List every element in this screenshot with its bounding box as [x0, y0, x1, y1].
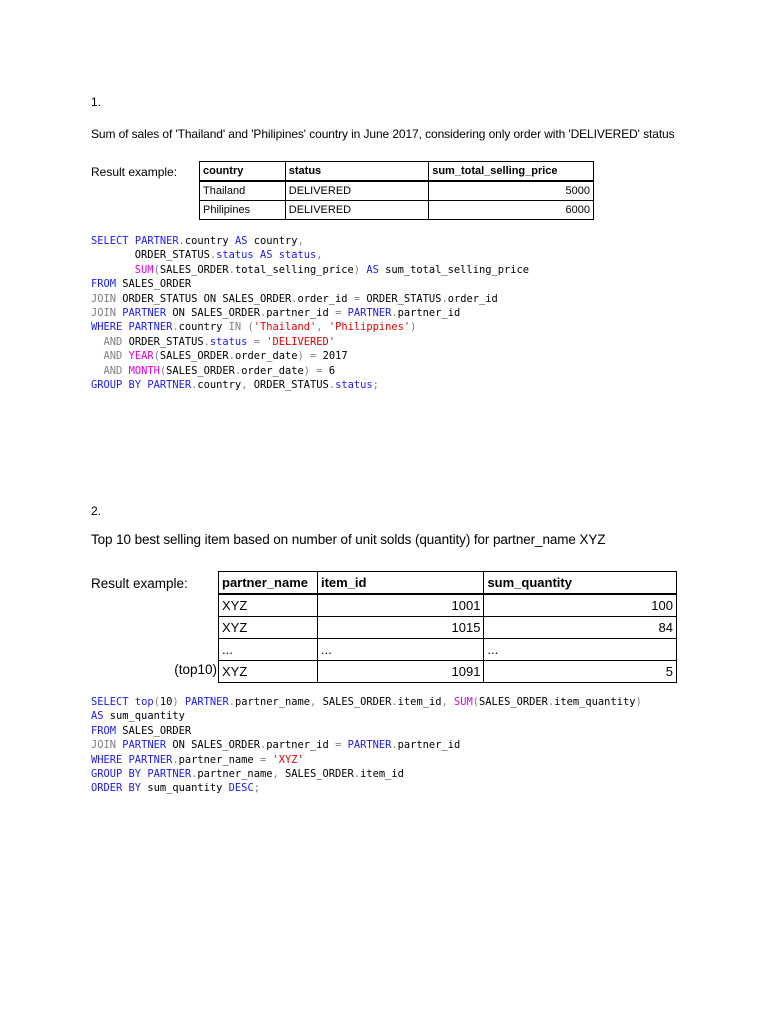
table-cell: XYZ — [219, 661, 318, 683]
section-1-number: 1. — [91, 95, 102, 109]
table-header-cell: sum_total_selling_price — [429, 162, 594, 182]
section-2-number: 2. — [91, 504, 102, 518]
table-cell: 100 — [484, 594, 677, 617]
section-1-question: Sum of sales of 'Thailand' and 'Philipines' country in June 2017, considering only order with 'DELIVERED' status — [91, 127, 675, 141]
code-line: FROM SALES_ORDER — [91, 278, 192, 291]
code-line: WHERE PARTNER.partner_name = 'XYZ' — [91, 753, 304, 766]
table-cell: Thailand — [200, 181, 286, 201]
code-line: SUM(SALES_ORDER.total_selling_price) AS sum_total_selling_price — [134, 263, 529, 276]
table-header-cell: partner_name — [219, 572, 318, 595]
table-cell: 5000 — [429, 181, 594, 201]
table-cell: DELIVERED — [285, 181, 428, 201]
section-1-result-label: Result example: — [91, 165, 178, 179]
code-line: AS sum_quantity — [91, 710, 185, 723]
code-line: FROM SALES_ORDER — [91, 724, 192, 737]
code-line: WHERE PARTNER.country IN ('Thailand', 'Philippines') — [91, 321, 417, 334]
code-line: JOIN ORDER_STATUS ON SALES_ORDER.order_id = ORDER_STATUS.order_id — [91, 292, 498, 305]
table-header-row — [219, 572, 677, 595]
table-cell: 1091 — [317, 661, 483, 683]
code-line: SELECT PARTNER.country AS country, — [91, 235, 304, 247]
table-row — [219, 617, 677, 639]
code-line: AND MONTH(SALES_ORDER.order_date) = 6 — [103, 364, 336, 377]
table-cell: 5 — [484, 661, 677, 683]
table-cell: ... — [484, 639, 677, 661]
table-row — [200, 201, 594, 220]
table-row — [219, 661, 677, 683]
code-line: AND ORDER_STATUS.status = 'DELIVERED' — [103, 335, 336, 348]
table-cell: XYZ — [219, 594, 318, 617]
table-cell: 84 — [484, 617, 677, 639]
code-line: JOIN PARTNER ON SALES_ORDER.partner_id = PARTNER.partner_id — [91, 739, 461, 752]
code-line: GROUP BY PARTNER.partner_name, SALES_ORDER.item_id — [91, 768, 404, 781]
table-cell: ... — [317, 639, 483, 661]
top10-row-note: (top10) — [174, 662, 217, 677]
section-2-result-table — [218, 571, 677, 683]
table-header-row — [200, 162, 594, 182]
code-line: ORDER BY sum_quantity DESC; — [91, 782, 260, 795]
table-row — [200, 181, 594, 201]
section-1-result-table — [199, 161, 594, 220]
section-2-question: Top 10 best selling item based on number of unit solds (quantity) for partner_name XYZ — [91, 532, 606, 547]
table-row — [219, 594, 677, 617]
table-row — [219, 639, 677, 661]
section-2-result-label: Result example: — [91, 576, 188, 591]
code-line: AND YEAR(SALES_ORDER.order_date) = 2017 — [103, 350, 348, 363]
table-header-cell: sum_quantity — [484, 572, 677, 595]
table-header-cell: item_id — [317, 572, 483, 595]
code-line: JOIN PARTNER ON SALES_ORDER.partner_id = PARTNER.partner_id — [91, 307, 461, 320]
section-2-sql-code — [91, 695, 642, 796]
table-header-cell: status — [285, 162, 428, 182]
table-cell: 1015 — [317, 617, 483, 639]
table-cell: DELIVERED — [285, 201, 428, 220]
table-cell: 1001 — [317, 594, 483, 617]
table-cell: Philipines — [200, 201, 286, 220]
table-cell: 6000 — [429, 201, 594, 220]
table-cell: ... — [219, 639, 318, 661]
section-1-sql-code — [91, 234, 529, 392]
code-line: GROUP BY PARTNER.country, ORDER_STATUS.status; — [91, 379, 379, 392]
code-line: SELECT top(10) PARTNER.partner_name, SALES_ORDER.item_id, SUM(SALES_ORDER.item_quantity) — [91, 696, 642, 708]
table-cell: XYZ — [219, 617, 318, 639]
table-header-cell: country — [200, 162, 286, 182]
code-line: ORDER_STATUS.status AS status, — [134, 249, 323, 262]
